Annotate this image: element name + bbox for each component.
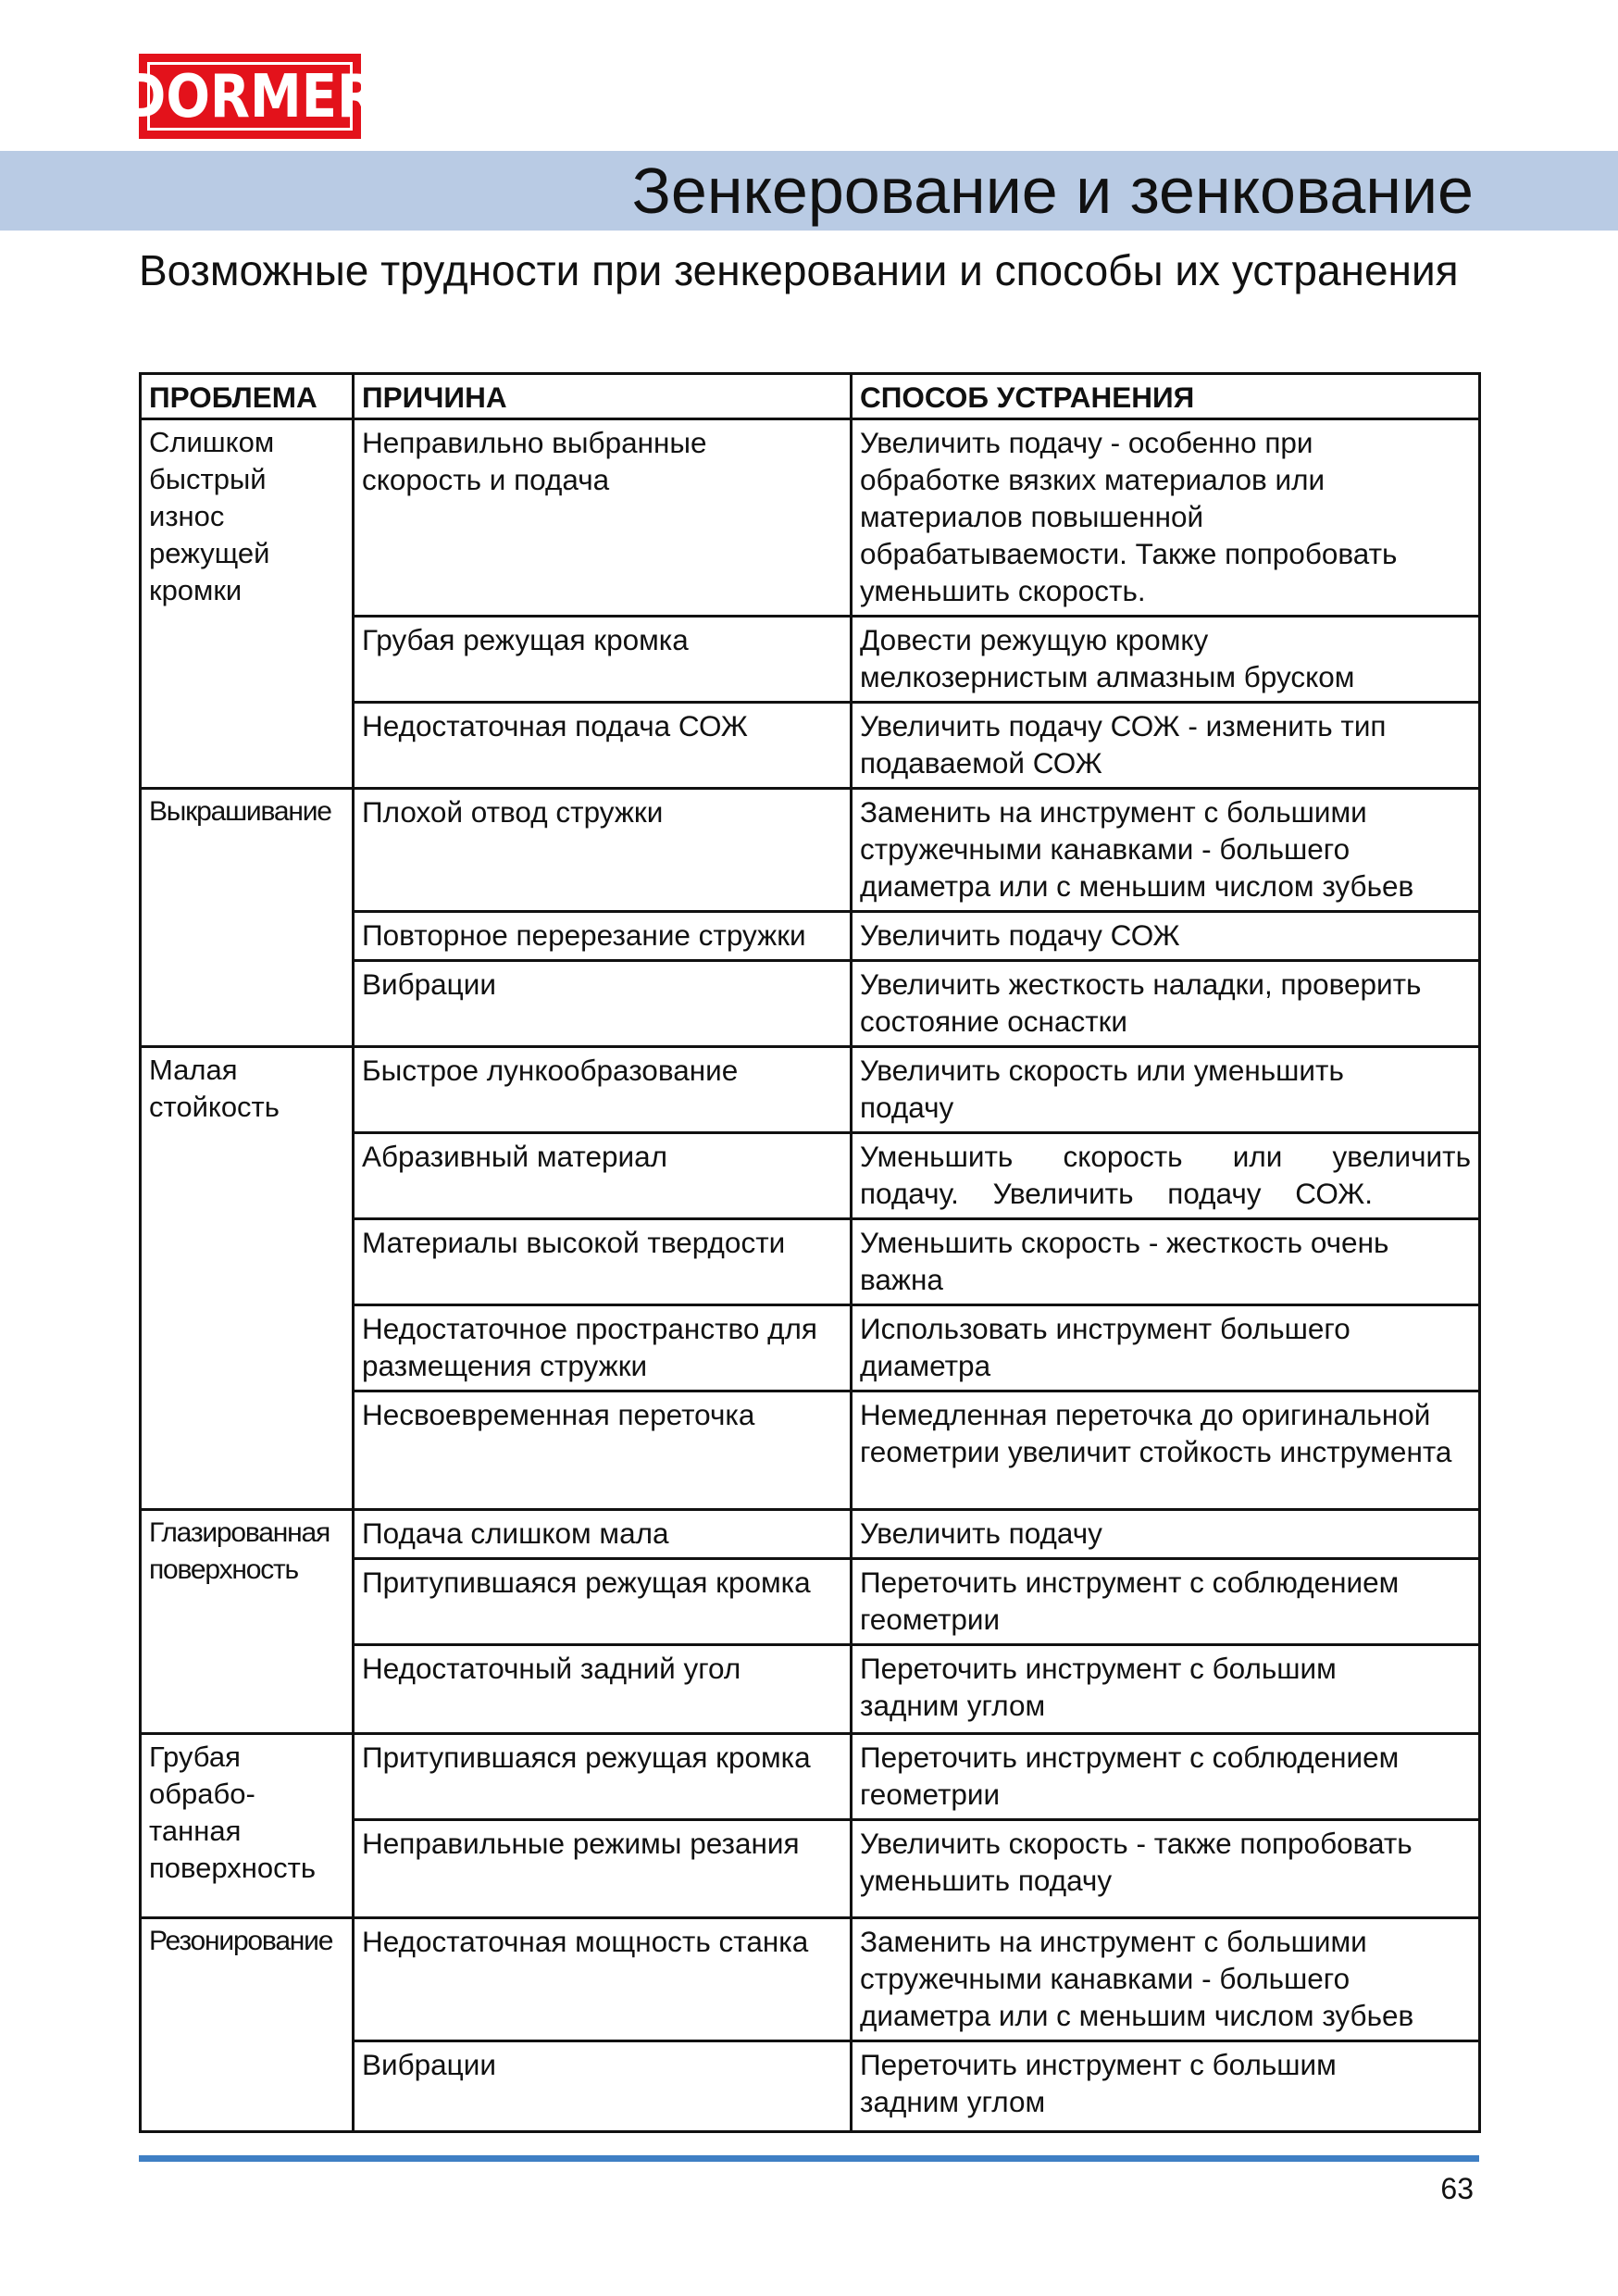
cause-cell: Недостаточное пространство для размещения стружки bbox=[354, 1305, 852, 1391]
remedy-cell: Уменьшить скорость или увеличить подачу. Увеличить подачу СОЖ. bbox=[852, 1133, 1480, 1219]
problem-cell: Грубая обрабо-танная поверхность bbox=[141, 1734, 354, 1918]
cause-text: Неправильно выбранные скорость и подача bbox=[362, 426, 707, 496]
header-cause: ПРИЧИНА bbox=[354, 374, 852, 419]
cause-cell: Абразивный материал bbox=[354, 1133, 852, 1219]
remedy-cell bbox=[852, 419, 1480, 617]
table-row bbox=[141, 789, 1480, 912]
cause-cell: Недостаточная подача СОЖ bbox=[354, 703, 852, 789]
problem-cell: Слишком быстрый износ режущей кромки bbox=[141, 419, 354, 789]
remedy-cell: Заменить на инструмент с большими стружечными канавками - большего диаметра или с меньшим числом зубьев bbox=[852, 1918, 1480, 2041]
remedy-cell: Переточить инструмент с соблюдением геометрии bbox=[852, 1734, 1480, 1820]
cause-cell: Вибрации bbox=[354, 2041, 852, 2132]
page-title: Зенкерование и зенкование bbox=[631, 155, 1474, 227]
logo-text: DORMER bbox=[122, 61, 378, 131]
remedy-cell: Использовать инструмент большего диаметра bbox=[852, 1305, 1480, 1391]
remedy-cell: Увеличить подачу СОЖ - изменить тип подаваемой СОЖ bbox=[852, 703, 1480, 789]
remedy-cell: Увеличить жесткость наладки, проверить состояние оснастки bbox=[852, 961, 1480, 1047]
cause-cell: Быстрое лункообразование bbox=[354, 1047, 852, 1133]
table-row bbox=[141, 1047, 1480, 1133]
remedy-cell: Переточить инструмент с большим задним углом bbox=[852, 2041, 1480, 2132]
problem-cell: Малая стойкость bbox=[141, 1047, 354, 1510]
cause-cell: Недостаточная мощность станка bbox=[354, 1918, 852, 2041]
remedy-cell: Заменить на инструмент с большими стружечными канавками - большего диаметра или с меньшим числом зубьев bbox=[852, 789, 1480, 912]
table-row bbox=[141, 1510, 1480, 1559]
remedy-cell: Увеличить подачу СОЖ bbox=[852, 912, 1480, 961]
remedy-cell: Увеличить скорость - также попробовать уменьшить подачу bbox=[852, 1820, 1480, 1918]
cause-cell: Повторное перерезание стружки bbox=[354, 912, 852, 961]
remedy-cell: Увеличить подачу bbox=[852, 1510, 1480, 1559]
header-remedy: СПОСОБ УСТРАНЕНИЯ bbox=[852, 374, 1480, 419]
table-row bbox=[141, 1734, 1480, 1820]
remedy-text: Увеличить подачу - особенно при обработке вязких материалов или материалов повышенной обрабатываемости. Также попробовать уменьшить скорость. bbox=[860, 426, 1398, 607]
cause-cell: Притупившаяся режущая кромка bbox=[354, 1734, 852, 1820]
remedy-cell: Переточить инструмент с соблюдением геометрии bbox=[852, 1559, 1480, 1645]
remedy-cell: Переточить инструмент с большим задним углом bbox=[852, 1645, 1480, 1734]
logo-frame bbox=[122, 61, 378, 131]
section-subtitle: Возможные трудности при зенкеровании и способы их устранения bbox=[139, 246, 1459, 294]
cause-cell: Вибрации bbox=[354, 961, 852, 1047]
cause-cell: Неправильные режимы резания bbox=[354, 1820, 852, 1918]
cause-cell: Грубая режущая кромка bbox=[354, 617, 852, 703]
remedy-cell: Уменьшить скорость - жесткость очень важна bbox=[852, 1219, 1480, 1305]
cause-cell: Несвоевременная переточка bbox=[354, 1391, 852, 1510]
table-row bbox=[141, 1918, 1480, 2041]
footer-rule bbox=[139, 2155, 1479, 2162]
troubleshooting-table bbox=[139, 372, 1481, 2133]
table-row bbox=[141, 419, 1480, 617]
header-problem: ПРОБЛЕМА bbox=[141, 374, 354, 419]
cause-cell bbox=[354, 419, 852, 617]
remedy-cell: Довести режущую кромку мелкозернистым алмазным бруском bbox=[852, 617, 1480, 703]
cause-cell: Плохой отвод стружки bbox=[354, 789, 852, 912]
remedy-cell: Немедленная переточка до оригинальной геометрии увеличит стойкость инструмента bbox=[852, 1391, 1480, 1510]
problem-cell: Глазированная поверхность bbox=[141, 1510, 354, 1734]
title-band bbox=[0, 151, 1618, 231]
problem-cell: Резонирование bbox=[141, 1918, 354, 2132]
cause-cell: Притупившаяся режущая кромка bbox=[354, 1559, 852, 1645]
problem-cell: Выкрашивание bbox=[141, 789, 354, 1047]
cause-cell: Недостаточный задний угол bbox=[354, 1645, 852, 1734]
table-header-row bbox=[141, 374, 1480, 419]
cause-cell: Материалы высокой твердости bbox=[354, 1219, 852, 1305]
dormer-logo bbox=[122, 54, 378, 139]
remedy-cell: Увеличить скорость или уменьшить подачу bbox=[852, 1047, 1480, 1133]
cause-cell: Подача слишком мала bbox=[354, 1510, 852, 1559]
page-number: 63 bbox=[1440, 2172, 1474, 2205]
